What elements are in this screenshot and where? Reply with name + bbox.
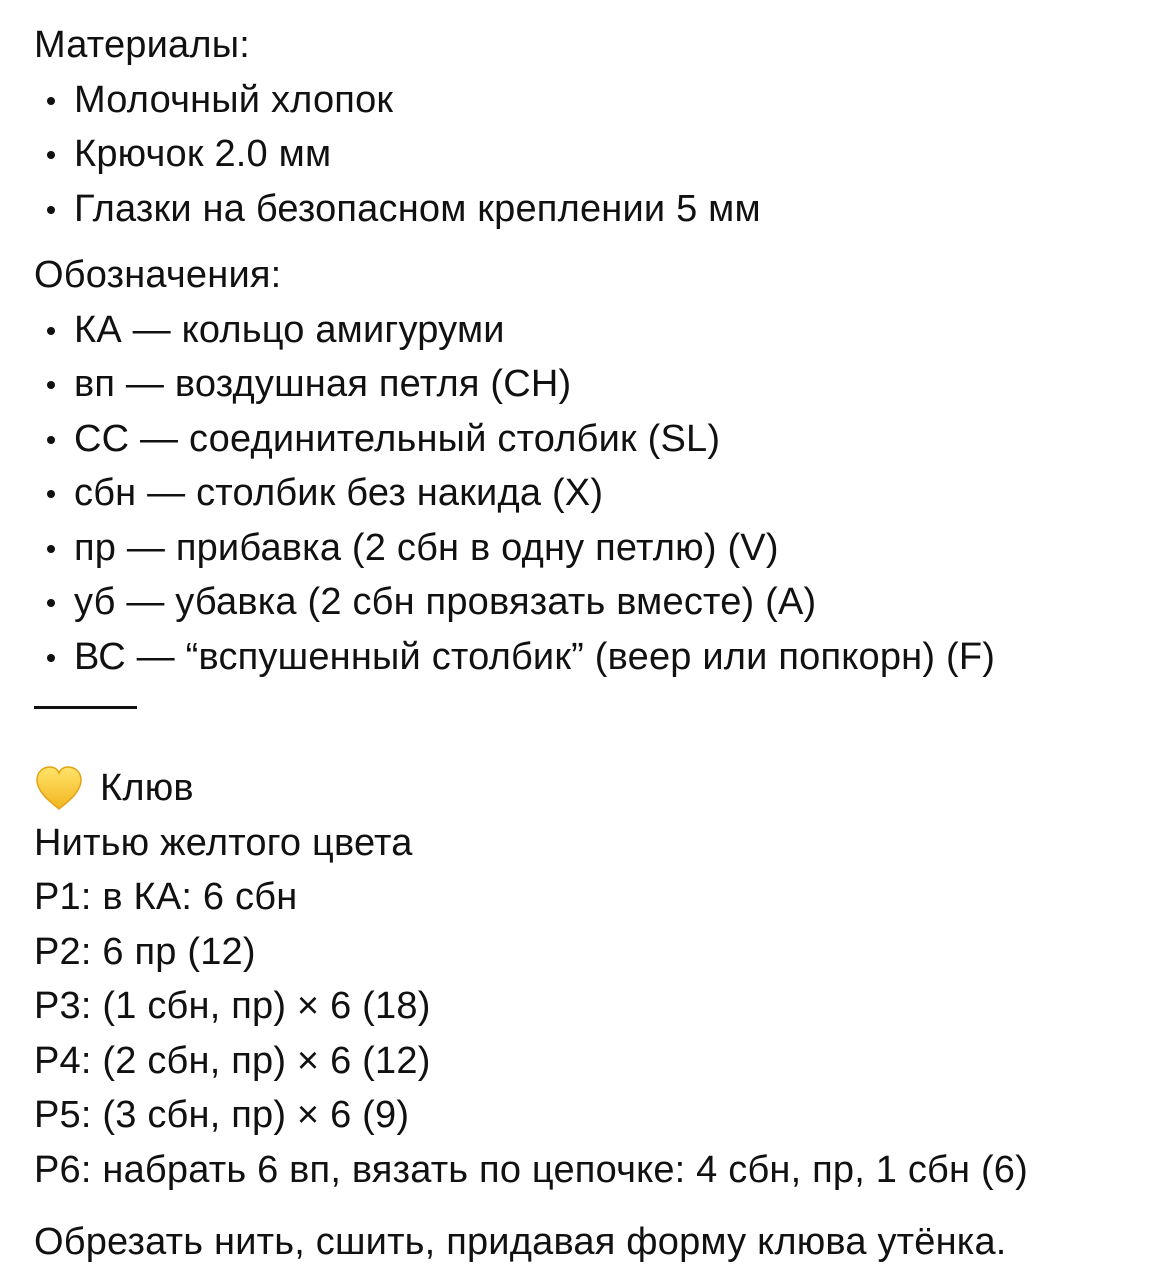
crochet-pattern-document <box>34 18 1144 1270</box>
beak-title: Клюв <box>100 767 194 809</box>
beak-row-6: Р6: набрать 6 вп, вязать по цепочке: 4 сбн, пр, 1 сбн (6) <box>34 1148 1029 1191</box>
notation-item-pr: пр — прибавка (2 сбн в одну петлю) (V) <box>34 521 1144 576</box>
notation-item-vp: вп — воздушная петля (CH) <box>34 357 1144 412</box>
beak-row-3: Р3: (1 сбн, пр) × 6 (18) <box>34 985 431 1027</box>
notation-item-ss: СС — соединительный столбик (SL) <box>34 412 1144 467</box>
materials-item-milk-cotton: Молочный хлопок <box>34 73 1144 128</box>
notation-section <box>34 248 1144 684</box>
yellow-heart-icon <box>34 765 84 811</box>
notation-title: Обозначения: <box>34 254 282 296</box>
notation-list <box>34 303 1144 685</box>
beak-row-4: Р4: (2 сбн, пр) × 6 (12) <box>34 1039 431 1082</box>
beak-finishing-instruction: Обрезать нить, сшить, придавая форму клюва утёнка. <box>34 1221 1007 1263</box>
beak-row-2: Р2: 6 пр (12) <box>34 930 256 973</box>
beak-row-5: Р5: (3 сбн, пр) × 6 (9) <box>34 1094 410 1136</box>
notation-item-sbn: сбн — столбик без накида (X) <box>34 466 1144 521</box>
beak-yarn-instruction: Нитью желтого цвета <box>34 821 413 864</box>
beak-row-1: Р1: в КА: 6 сбн <box>34 876 298 918</box>
materials-list <box>34 73 1144 237</box>
materials-item-safety-eyes: Глазки на безопасном креплении 5 мм <box>34 182 1144 237</box>
section-divider <box>34 706 137 709</box>
materials-section <box>34 18 1144 236</box>
beak-section <box>34 761 1144 1270</box>
notation-item-ka: КА — кольцо амигуруми <box>34 303 1144 358</box>
materials-item-hook: Крючок 2.0 мм <box>34 127 1144 182</box>
notation-item-vs: ВС — “вспушенный столбик” (веер или попкорн) (F) <box>34 630 1144 685</box>
materials-title: Материалы: <box>34 24 251 66</box>
beak-title-row <box>34 761 1144 816</box>
section-spacer <box>34 236 1144 248</box>
notation-item-ub: уб — убавка (2 сбн провязать вместе) (A) <box>34 575 1144 630</box>
